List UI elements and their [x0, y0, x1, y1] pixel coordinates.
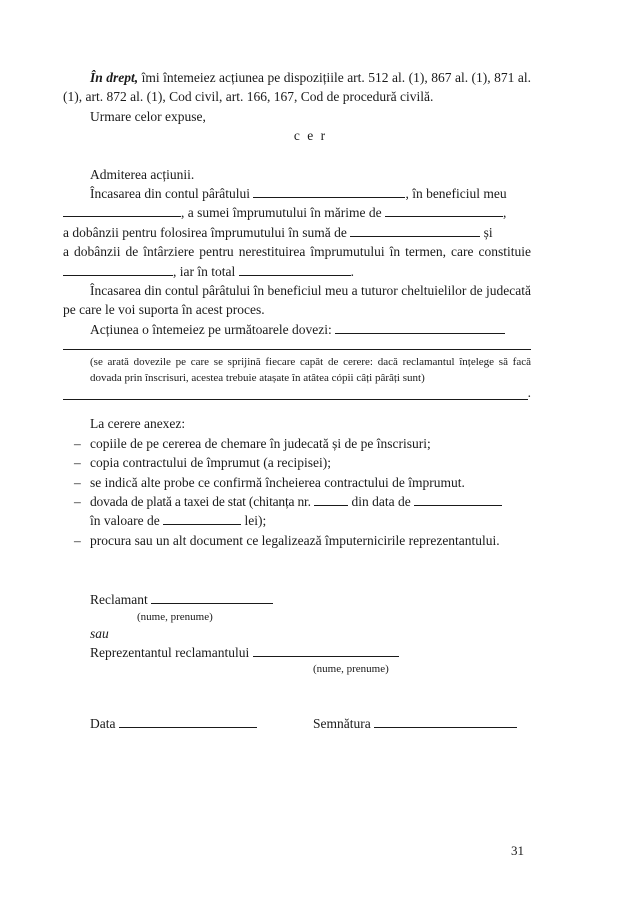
incasare-text-a: Încasarea din contul pârâtului	[90, 186, 251, 202]
dobanda-blank[interactable]	[350, 224, 480, 237]
legal-basis-lead: În drept,	[90, 70, 139, 85]
dovezi-note: (se arată dovezile pe care se sprijină fiecare capăt de cerere: dacă reclamantul înțelege să facă dovada prin înscrisuri, acestea trebuie atașate în atâtea cópii câți pârâți sunt)	[90, 356, 531, 385]
reprezentant-label: Reprezentantul reclamantului	[90, 644, 250, 660]
dovezi-rule[interactable]	[63, 339, 531, 350]
urmare-line: Urmare celor expuse,	[90, 108, 206, 124]
reclamant-label: Reclamant	[90, 592, 148, 608]
dovezi-text: Acțiunea o întemeiez pe următoarele dovezi:	[90, 321, 332, 337]
dash: –	[74, 532, 81, 548]
period: .	[350, 263, 354, 279]
reprezentant-line	[63, 643, 531, 662]
admitere-line: Admiterea acțiunii.	[90, 166, 195, 182]
taxa-text-a: dovada de plată a taxei de stat (chitanța nr.	[90, 493, 311, 509]
reclamant-caption: (nume, prenume)	[137, 610, 213, 623]
taxa-text-c: în valoare de	[90, 513, 160, 529]
dobanda-and: și	[480, 224, 493, 240]
dash: –	[74, 474, 81, 490]
annex-list	[63, 434, 531, 550]
data-chitanta-blank[interactable]	[414, 493, 502, 506]
parat-blank[interactable]	[253, 185, 405, 198]
reclamant-line	[63, 590, 531, 609]
taxa-text-d: lei);	[244, 513, 267, 529]
list-item	[63, 473, 531, 492]
semnatura-blank[interactable]	[374, 715, 517, 728]
comma: ,	[502, 205, 507, 221]
annex-item-text: procura sau un alt document ce legalizează împuternicirile reprezentantului.	[90, 532, 500, 548]
dovezi-rule-2[interactable]	[63, 389, 528, 400]
annex-item-text: copiile de pe cererea de chemare în judecată și de pe înscrisuri;	[90, 435, 431, 451]
dash: –	[74, 493, 81, 509]
annex-title: La cerere anexez:	[90, 416, 186, 432]
period: .	[527, 385, 531, 401]
dovezi-blank[interactable]	[335, 321, 505, 334]
dobanda-text-b-mid: , iar în total	[173, 263, 236, 279]
data-label: Data	[90, 716, 116, 732]
chitanta-blank[interactable]	[314, 493, 348, 506]
dobanda-text-b: a dobânzii de întârziere pentru nerestituirea împrumutului în termen, care constituie	[63, 244, 531, 260]
annex-item-text: se indică alte probe ce confirmă încheierea contractului de împrumut.	[90, 474, 465, 490]
reclamant-blank[interactable]	[151, 591, 273, 604]
incasare-text-b: , în beneficiul meu	[405, 186, 507, 202]
data-blank[interactable]	[119, 715, 257, 728]
dovezi-rule-2-line	[63, 386, 531, 400]
list-item	[63, 492, 531, 531]
dobanda-text-a: a dobânzii pentru folosirea împrumutului în sumă de	[63, 224, 347, 240]
sau-label: sau	[90, 625, 109, 641]
total-blank[interactable]	[239, 263, 351, 276]
list-item	[63, 434, 531, 453]
dash: –	[74, 455, 81, 471]
reprezentant-blank[interactable]	[253, 644, 399, 657]
incasare-text-c: , a sumei împrumutului în mărime de	[181, 205, 382, 221]
beneficiar-blank[interactable]	[63, 204, 181, 217]
reprezentant-caption: (nume, prenume)	[313, 663, 389, 676]
page-number: 31	[511, 843, 524, 858]
suma-blank[interactable]	[385, 204, 503, 217]
valoare-blank[interactable]	[163, 512, 241, 525]
list-item	[63, 453, 531, 472]
document-page	[63, 68, 531, 734]
cer-heading: c e r	[293, 128, 328, 144]
intarziere-blank[interactable]	[63, 263, 173, 276]
list-item	[63, 531, 531, 550]
dash: –	[74, 435, 81, 451]
dovezi-line	[63, 320, 531, 339]
legal-basis-text: îmi întemeiez acțiunea pe dispozițiile art. 512 al. (1), 867 al. (1), 871 al. (1), art. 872 al. (1), Cod civil, art. 166, 167, Cod de procedură civilă.	[63, 70, 532, 105]
annex-item-text: copia contractului de împrumut (a recipisei);	[90, 455, 332, 471]
taxa-text-b: din data de	[351, 493, 411, 509]
date-signature-line	[63, 714, 531, 733]
legal-basis-paragraph	[63, 68, 531, 107]
incasare-paragraph	[63, 184, 531, 281]
signature-block	[63, 590, 531, 734]
semnatura-label: Semnătura	[313, 716, 371, 732]
cheltuieli-paragraph: Încasarea din contul pârâtului în beneficiul meu a tuturor cheltuielilor de judecată pe care le voi suporta în acest proces.	[63, 283, 531, 318]
